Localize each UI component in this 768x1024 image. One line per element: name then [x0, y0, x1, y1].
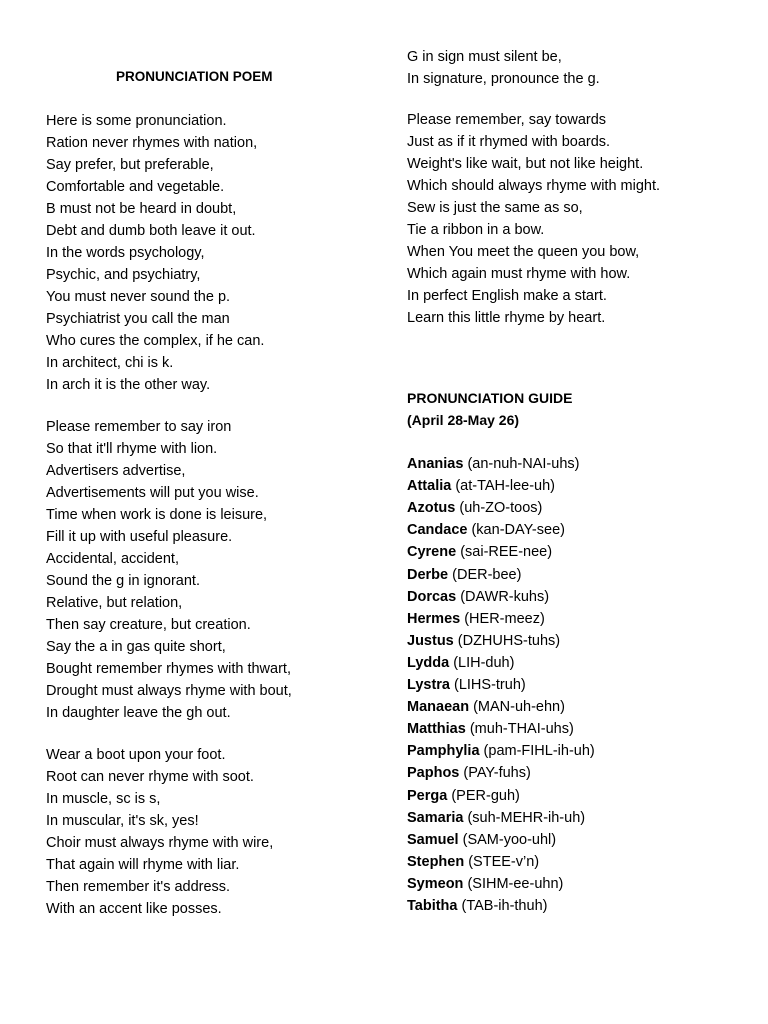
guide-entry — [407, 808, 585, 828]
guide-entry — [407, 542, 552, 562]
poem-line: Learn this little rhyme by heart. — [407, 310, 606, 326]
poem-line: Advertisements will put you wise. — [46, 485, 259, 501]
poem-title: PRONUNCIATION POEM — [116, 69, 273, 84]
guide-term: Candace — [407, 522, 468, 539]
guide-entry — [407, 786, 520, 806]
guide-entry — [407, 697, 565, 717]
poem-line: Say prefer, but preferable, — [46, 157, 214, 173]
poem-line: Tie a ribbon in a bow. — [407, 222, 545, 238]
poem-line: With an accent like posses. — [46, 901, 222, 917]
guide-term: Ananias — [407, 456, 464, 472]
guide-entry — [407, 520, 565, 540]
poem-line: Relative, but relation, — [46, 595, 183, 611]
guide-pronunciation: (DAWR-kuhs) — [456, 588, 550, 605]
guide-term: Stephen — [407, 853, 465, 870]
guide-pronunciation: (PAY-fuhs) — [459, 765, 531, 782]
guide-entry — [407, 609, 545, 629]
poem-line: Which should always rhyme with might. — [407, 178, 661, 194]
guide-entry — [407, 476, 555, 496]
poem-line: That again will rhyme with liar. — [46, 857, 240, 873]
poem-line: Here is some pronunciation. — [46, 113, 227, 129]
guide-term: Lydda — [407, 654, 450, 671]
guide-pronunciation: (suh-MEHR-ih-uh) — [463, 809, 586, 826]
guide-entry — [407, 741, 595, 761]
guide-pronunciation: (PER-guh) — [447, 787, 520, 804]
guide-entry — [407, 653, 514, 673]
guide-entry — [407, 852, 539, 872]
guide-entry — [407, 763, 531, 783]
poem-line: In muscular, it's sk, yes! — [46, 813, 199, 829]
poem-line: You must never sound the p. — [46, 289, 231, 305]
guide-term: Derbe — [407, 566, 449, 583]
guide-term: Cyrene — [407, 544, 457, 561]
guide-pronunciation: (SAM-yoo-uhl) — [458, 831, 557, 848]
guide-entry — [407, 830, 556, 850]
guide-pronunciation: (uh-ZO-toos) — [455, 500, 543, 517]
poem-line: So that it'll rhyme with lion. — [46, 441, 218, 457]
guide-pronunciation: (LIH-duh) — [449, 654, 515, 671]
poem-line: Comfortable and vegetable. — [46, 179, 225, 195]
guide-term: Pamphylia — [407, 743, 480, 760]
guide-pronunciation: (DER-bee) — [448, 566, 522, 583]
guide-pronunciation: (sai-REE-nee) — [456, 544, 553, 561]
guide-pronunciation: (kan-DAY-see) — [467, 522, 565, 539]
guide-pronunciation: (STEE-v’n) — [464, 853, 540, 870]
guide-pronunciation: (TAB-ih-thuh) — [457, 898, 548, 914]
guide-heading: PRONUNCIATION GUIDE — [407, 390, 573, 406]
guide-term: Hermes — [407, 610, 461, 627]
poem-line: Accidental, accident, — [46, 551, 179, 567]
guide-term: Perga — [407, 787, 448, 804]
guide-term: Justus — [407, 632, 454, 649]
poem-line: Then remember it's address. — [46, 879, 231, 895]
poem-line: Drought must always rhyme with bout, — [46, 683, 292, 699]
guide-entry — [407, 587, 549, 607]
guide-pronunciation: (LIHS-truh) — [449, 677, 526, 693]
guide-entry — [407, 675, 526, 695]
poem-line: Bought remember rhymes with thwart, — [46, 661, 291, 677]
guide-pronunciation: (MAN-uh-ehn) — [469, 699, 565, 716]
guide-pronunciation: (pam-FIHL-ih-uh) — [479, 743, 595, 760]
poem-line: In the words psychology, — [46, 245, 205, 261]
poem-line: In perfect English make a start. — [407, 288, 607, 304]
poem-line: Psychiatrist you call the man — [46, 311, 230, 327]
guide-dates: (April 28-May 26) — [407, 412, 520, 428]
poem-line: Sew is just the same as so, — [407, 200, 583, 216]
poem-line: Choir must always rhyme with wire, — [46, 835, 274, 851]
poem-line: Fill it up with useful pleasure. — [46, 529, 233, 545]
poem-line: Please remember, say towards — [407, 112, 607, 128]
guide-entry — [407, 874, 563, 894]
poem-line: In architect, chi is k. — [46, 355, 174, 371]
guide-term: Azotus — [407, 500, 456, 517]
poem-line: Which again must rhyme with how. — [407, 266, 631, 282]
poem-line: Ration never rhymes with nation, — [46, 135, 258, 151]
poem-line: Debt and dumb both leave it out. — [46, 223, 256, 239]
poem-line: Then say creature, but creation. — [46, 617, 251, 633]
poem-line: Just as if it rhymed with boards. — [407, 134, 611, 150]
poem-line: G in sign must silent be, — [407, 49, 562, 65]
poem-line: Root can never rhyme with soot. — [46, 769, 254, 785]
poem-line: Advertisers advertise, — [46, 463, 186, 479]
guide-term: Dorcas — [407, 588, 457, 605]
poem-line: In daughter leave the gh out. — [46, 705, 231, 721]
guide-term: Attalia — [407, 478, 452, 495]
guide-pronunciation: (at-TAH-lee-uh) — [451, 478, 555, 495]
guide-term: Paphos — [407, 765, 460, 782]
guide-term: Symeon — [407, 875, 464, 892]
guide-term: Samaria — [407, 809, 464, 826]
guide-entry — [407, 719, 574, 739]
guide-entry — [407, 896, 547, 916]
guide-entry — [407, 454, 579, 474]
poem-line: B must not be heard in doubt, — [46, 201, 237, 217]
guide-term: Lystra — [407, 677, 450, 693]
poem-line: Sound the g in ignorant. — [46, 573, 200, 589]
poem-line: In arch it is the other way. — [46, 377, 211, 393]
guide-pronunciation: (DZHUHS-tuhs) — [453, 632, 561, 649]
guide-term: Samuel — [407, 831, 459, 848]
poem-line: Psychic, and psychiatry, — [46, 267, 201, 283]
poem-line: In muscle, sc is s, — [46, 791, 161, 807]
poem-line: Wear a boot upon your foot. — [46, 747, 226, 763]
guide-pronunciation: (an-nuh-NAI-uhs) — [463, 456, 580, 472]
guide-pronunciation: (SIHM-ee-uhn) — [463, 875, 564, 892]
poem-line: In signature, pronounce the g. — [407, 71, 600, 87]
guide-term: Matthias — [407, 721, 466, 738]
poem-line: When You meet the queen you bow, — [407, 244, 640, 260]
poem-line: Say the a in gas quite short, — [46, 639, 226, 655]
poem-line: Who cures the complex, if he can. — [46, 333, 265, 349]
guide-entry — [407, 498, 542, 518]
guide-entry — [407, 565, 521, 585]
guide-entry — [407, 631, 560, 651]
poem-line: Weight's like wait, but not like height. — [407, 156, 644, 172]
poem-line: Time when work is done is leisure, — [46, 507, 268, 523]
guide-pronunciation: (HER-meez) — [460, 610, 545, 627]
guide-term: Tabitha — [407, 898, 458, 914]
guide-pronunciation: (muh-THAI-uhs) — [465, 721, 574, 738]
poem-line: Please remember to say iron — [46, 419, 232, 435]
guide-term: Manaean — [407, 699, 470, 716]
